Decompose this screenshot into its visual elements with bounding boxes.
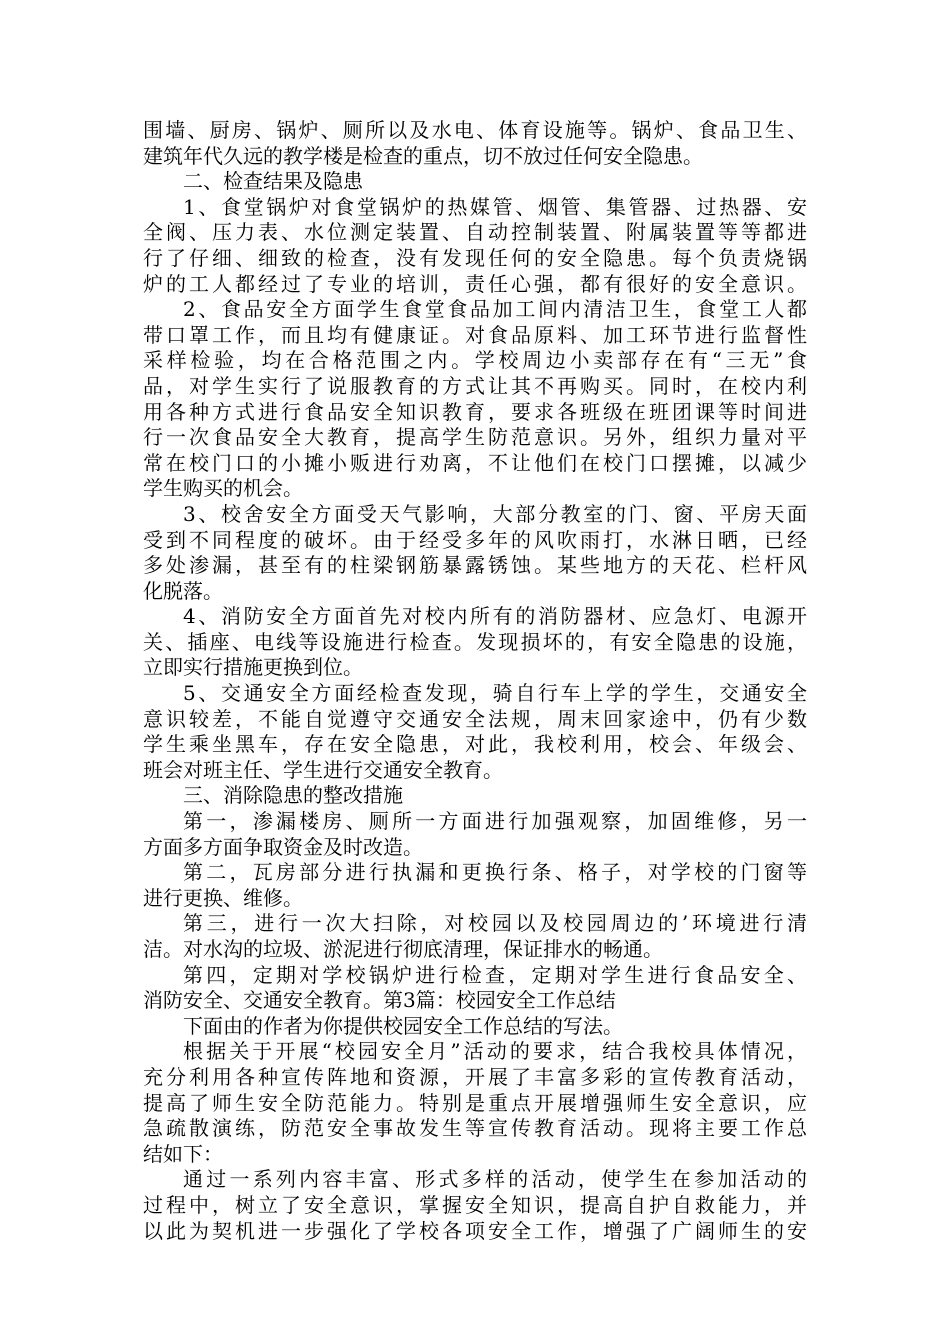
text-line: 根据关于开展“校园安全月”活动的要求，结合我校具体情况， <box>183 1039 807 1064</box>
text-line: 意识较差，不能自觉遵守交通安全法规，周末回家途中，仍有少数 <box>143 706 807 731</box>
text-line: 消防安全、交通安全教育。第3篇：校园安全工作总结 <box>143 988 616 1013</box>
text-line: 班会对班主任、学生进行交通安全教育。 <box>143 757 503 782</box>
text-line: 洁。对水沟的垃圾、淤泥进行彻底清理，保证排水的畅通。 <box>143 937 663 961</box>
text-line: 带口罩工作，而且均有健康证。对食品原料、加工环节进行监督性 <box>143 322 807 347</box>
text-line: 第三，进行一次大扫除，对校园以及校园周边的’环境进行清 <box>183 911 807 936</box>
text-line: 方面多方面争取资金及时改造。 <box>143 834 423 859</box>
text-line: 2、食品安全方面学生食堂食品加工间内清洁卫生，食堂工人都 <box>183 297 807 322</box>
text-line: 充分利用各种宣传阵地和资源，开展了丰富多彩的宣传教育活动， <box>143 1064 807 1089</box>
text-line: 行一次食品安全大教育，提高学生防范意识。另外，组织力量对平 <box>143 425 807 450</box>
text-line: 立即实行措施更换到位。 <box>143 655 363 680</box>
text-line: 5、交通安全方面经检查发现，骑自行车上学的学生，交通安全 <box>183 681 807 706</box>
text-line: 3、校舍安全方面受天气影响，大部分教室的门、窗、平房天面 <box>183 501 807 526</box>
document-body <box>143 118 807 1244</box>
text-line: 全阀、压力表、水位测定装置、自动控制装置、附属装置等等都进 <box>143 220 807 245</box>
text-line: 1、食堂锅炉对食堂锅炉的热媒管、烟管、集管器、过热器、安 <box>183 194 807 219</box>
text-line: 学生购买的机会。 <box>143 476 303 501</box>
text-line: 多处渗漏，甚至有的柱梁钢筋暴露锈蚀。某些地方的天花、栏杆风 <box>143 553 807 578</box>
text-line: 用各种方式进行食品安全知识教育，要求各班级在班团课等时间进 <box>143 399 807 424</box>
text-line: 品，对学生实行了说服教育的方式让其不再购买。同时，在校内利 <box>143 373 807 398</box>
text-line: 常在校门口的小摊小贩进行劝离，不让他们在校门口摆摊，以减少 <box>143 450 807 475</box>
text-line: 采样检验，均在合格范围之内。学校周边小卖部存在有“三无”食 <box>143 348 807 373</box>
text-line: 下面由的作者为你提供校园安全工作总结的写法。 <box>183 1013 623 1038</box>
section-heading: 二、检查结果及隐患 <box>183 169 363 194</box>
text-line: 第一，渗漏楼房、厕所一方面进行加强观察，加固维修，另一 <box>183 809 807 834</box>
text-line: 学生乘坐黑车，存在安全隐患，对此，我校利用，校会、年级会、 <box>143 732 807 757</box>
text-line: 结如下： <box>143 1141 223 1166</box>
text-line: 关、插座、电线等设施进行检查。发现损坏的，有安全隐患的设施， <box>143 629 807 654</box>
text-line: 过程中，树立了安全意识，掌握安全知识，提高自护自救能力，并 <box>143 1192 807 1217</box>
text-line: 第二，瓦房部分进行执漏和更换行条、格子，对学校的门窗等 <box>183 860 807 885</box>
text-line: 化脱落。 <box>143 578 223 603</box>
text-line: 第四，定期对学校锅炉进行检查，定期对学生进行食品安全、 <box>183 962 807 987</box>
text-line: 建筑年代久远的教学楼是检查的重点，切不放过任何安全隐患。 <box>143 143 703 168</box>
text-line: 4、消防安全方面首先对校内所有的消防器材、应急灯、电源开 <box>183 604 807 629</box>
text-line: 以此为契机进一步强化了学校各项安全工作，增强了广阔师生的安 <box>143 1218 807 1243</box>
text-line: 急疏散演练，防范安全事故发生等宣传教育活动。现将主要工作总 <box>143 1116 807 1141</box>
text-line: 进行更换、维修。 <box>143 885 303 910</box>
text-line: 通过一系列内容丰富、形式多样的活动，使学生在参加活动的 <box>183 1167 807 1192</box>
text-line: 炉的工人都经过了专业的培训，责任心强，都有很好的安全意识。 <box>143 271 807 296</box>
text-line: 受到不同程度的破坏。由于经受多年的风吹雨打，水淋日晒，已经 <box>143 527 807 552</box>
text-line: 围墙、厨房、锅炉、厕所以及水电、体育设施等。锅炉、食品卫生、 <box>143 118 807 142</box>
section-heading: 三、消除隐患的整改措施 <box>183 783 403 808</box>
text-line: 行了仔细、细致的检查，没有发现任何的安全隐患。每个负责烧锅 <box>143 245 807 270</box>
text-line: 提高了师生安全防范能力。特别是重点开展增强师生安全意识，应 <box>143 1090 807 1115</box>
